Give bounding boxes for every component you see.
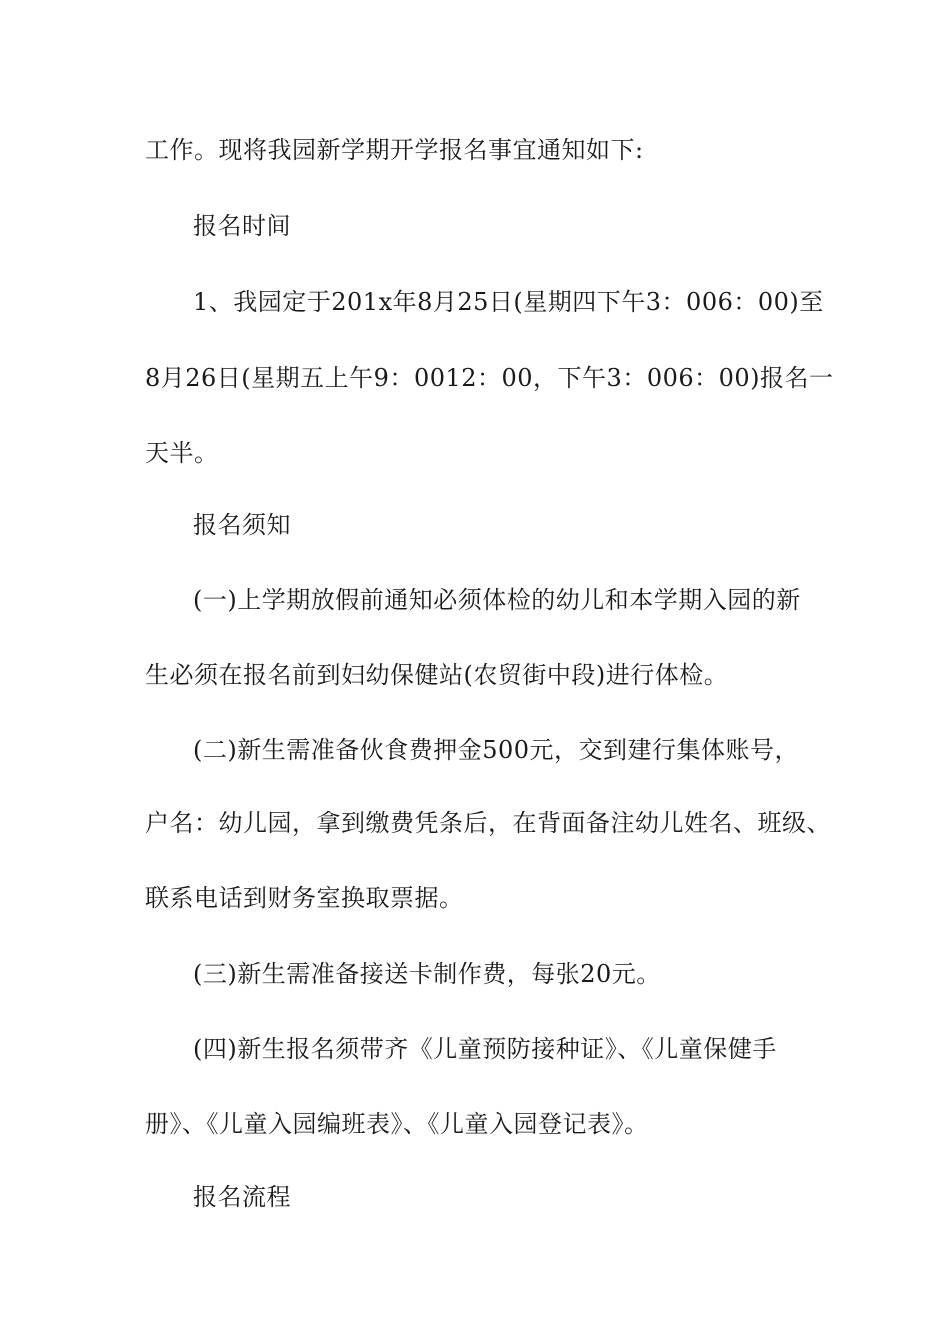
paragraph-line: 联系电话到财务室换取票据。 bbox=[145, 884, 464, 912]
paragraph-line: 天半。 bbox=[145, 439, 219, 467]
paragraph-line: 册》、《儿童入园编班表》、《儿童入园登记表》。 bbox=[145, 1110, 649, 1138]
paragraph-line: (一)上学期放假前通知必须体检的幼儿和本学期入园的新 bbox=[193, 586, 801, 614]
section-heading: 报名须知 bbox=[193, 511, 291, 539]
paragraph-line: (四)新生报名须带齐《儿童预防接种证》、《儿童保健手 bbox=[193, 1035, 777, 1063]
paragraph-line: 8月26日(星期五上午9：0012：00，下午3：006：00)报名一 bbox=[145, 364, 834, 392]
paragraph-line: 工作。现将我园新学期开学报名事宜通知如下: bbox=[145, 136, 644, 164]
paragraph-line: (三)新生需准备接送卡制作费，每张20元。 bbox=[193, 960, 661, 988]
paragraph-line: (二)新生需准备伙食费押金500元，交到建行集体账号， bbox=[193, 736, 800, 764]
paragraph-line: 户名：幼儿园，拿到缴费凭条后，在背面备注幼儿姓名、班级、 bbox=[145, 809, 831, 837]
section-heading: 报名流程 bbox=[193, 1183, 291, 1211]
paragraph-line: 1、我园定于201x年8月25日(星期四下午3：006：00)至 bbox=[193, 288, 824, 316]
paragraph-line: 生必须在报名前到妇幼保健站(农贸街中段)进行体检。 bbox=[145, 661, 729, 689]
section-heading: 报名时间 bbox=[193, 212, 291, 240]
